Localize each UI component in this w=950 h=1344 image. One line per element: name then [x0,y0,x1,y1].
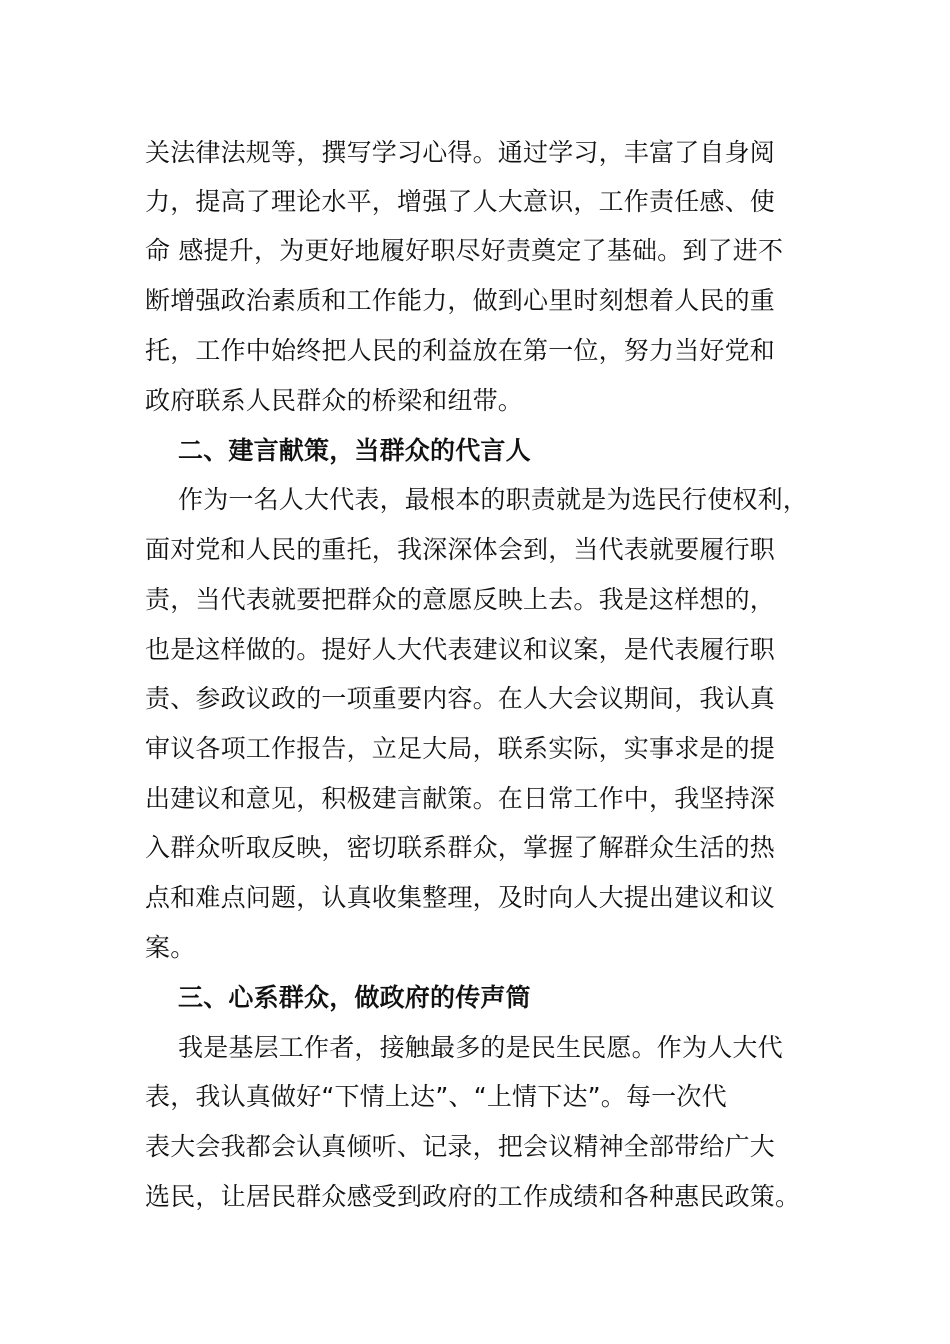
paragraph-line: 表大会我都会认真倾听、记录，把会议精神全部带给广大 [145,1132,776,1161]
paragraph-line: 命 感提升，为更好地履好职尽好责奠定了基础。到了进不 [145,236,784,265]
paragraph-line: 审议各项工作报告，立足大局，联系实际，实事求是的提 [145,734,776,763]
paragraph-line: 政府联系人民群众的桥梁和纽带。 [145,386,524,415]
paragraph-line: 力，提高了理论水平，增强了人大意识，工作责任感、使 [145,187,776,216]
section-heading: 二、建言献策，当群众的代言人 [178,436,531,465]
section-heading: 三、心系群众，做政府的传声筒 [178,983,531,1012]
paragraph-line: 也是这样做的。提好人大代表建议和议案，是代表履行职 [145,635,776,664]
paragraph-line: 我是基层工作者，接触最多的是民生民愿。作为人大代 [178,1033,783,1062]
paragraph-line: 责，当代表就要把群众的意愿反映上去。我是这样想的， [145,585,776,614]
paragraph-line: 案。 [145,933,196,962]
paragraph-line: 作为一名人大代表，最根本的职责就是为选民行使权利， [178,485,809,514]
paragraph-line: 断增强政治素质和工作能力，做到心里时刻想着人民的重 [145,286,776,315]
paragraph-line: 托，工作中始终把人民的利益放在第一位，努力当好党和 [145,336,776,365]
paragraph-line: 选民，让居民群众感受到政府的工作成绩和各种惠民政策。 [145,1182,801,1211]
paragraph-line: 关法律法规等，撰写学习心得。通过学习，丰富了自身阅 [145,138,776,167]
paragraph-line: 责、参政议政的一项重要内容。在人大会议期间，我认真 [145,684,776,713]
paragraph-line: 出建议和意见，积极建言献策。在日常工作中，我坚持深 [145,784,776,813]
paragraph-line: 入群众听取反映，密切联系群众，掌握了解群众生活的热 [145,833,776,862]
paragraph-line: 面对党和人民的重托，我深深体会到，当代表就要履行职 [145,535,776,564]
paragraph-line: 点和难点问题，认真收集整理，及时向人大提出建议和议 [145,883,776,912]
paragraph-line: 表，我认真做好“下情上达”、“上情下达”。每一次代 [145,1082,727,1111]
